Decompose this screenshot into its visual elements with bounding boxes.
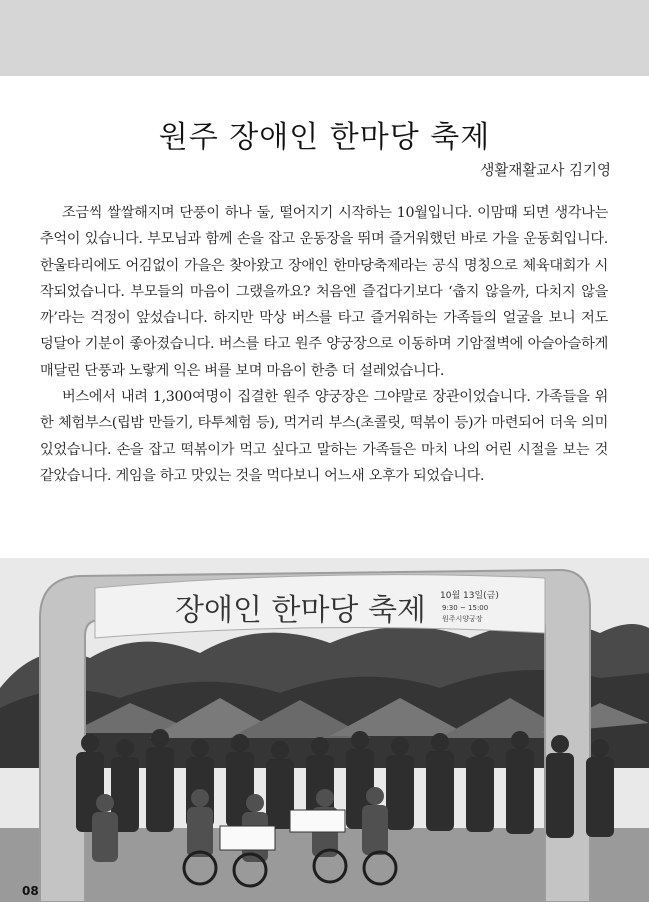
header-band xyxy=(0,0,649,76)
banner-date: 10월 13일(금) xyxy=(440,591,499,601)
paragraph-1: 조금씩 쌀쌀해지며 단풍이 하나 둘, 떨어지기 시작하는 10월입니다. 이맘때 되면 생각나는 추억이 있습니다. 부모님과 함께 손을 잡고 운동장을 뛰며 즐거워했던 바로 가을 운동회입니다. 한울타리에도 어김없이 가을은 찾아왔고 장애인 한마당축제라는 공식 명칭으로 체육대회가 시작되었습니다. 부모들의 마음이 그랬을까요? 처음엔 즐겁다기보다 ‘춥지 않을까, 다치지 않을까’라는 걱정이 앞섰습니다. 하지만 막상 버스를 타고 즐거워하는 가족들의 얼굴을 보니 저도 덩달아 기분이 좋아졌습니다. 버스를 타고 원주 양궁장으로 이동하며 기암절벽에 아슬아슬하게 매달린 단풍과 노랗게 익은 벼를 보며 마음이 한층 더 설레었습니다. xyxy=(40,205,608,379)
group-photo xyxy=(0,558,649,902)
banner-place: 원주시양궁장 xyxy=(442,615,483,623)
page-title: 원주 장애인 한마당 축제 xyxy=(158,120,491,156)
banner-title: 장애인 한마당 축제 xyxy=(175,593,426,628)
page-number: 08 xyxy=(22,884,39,898)
article-body xyxy=(40,200,608,489)
banner-time: 9:30 ~ 15:00 xyxy=(442,604,489,612)
author-byline: 생활재활교사 김기영 xyxy=(480,163,611,179)
paragraph-2: 버스에서 내려 1,300여명이 집결한 원주 양궁장은 그야말로 장관이었습니다. 가족들을 위한 체험부스(립밤 만들기, 타투체험 등), 먹거리 부스(초콜릿, 떡볶이 등)가 마련되어 더욱 의미 있었습니다. 손을 잡고 떡볶이가 먹고 싶다고 말하는 가족들은 마치 나의 어린 시절을 보는 것 같았습니다. 게임을 하고 맛있는 것을 먹다보니 어느새 오후가 되었습니다. xyxy=(40,389,608,484)
